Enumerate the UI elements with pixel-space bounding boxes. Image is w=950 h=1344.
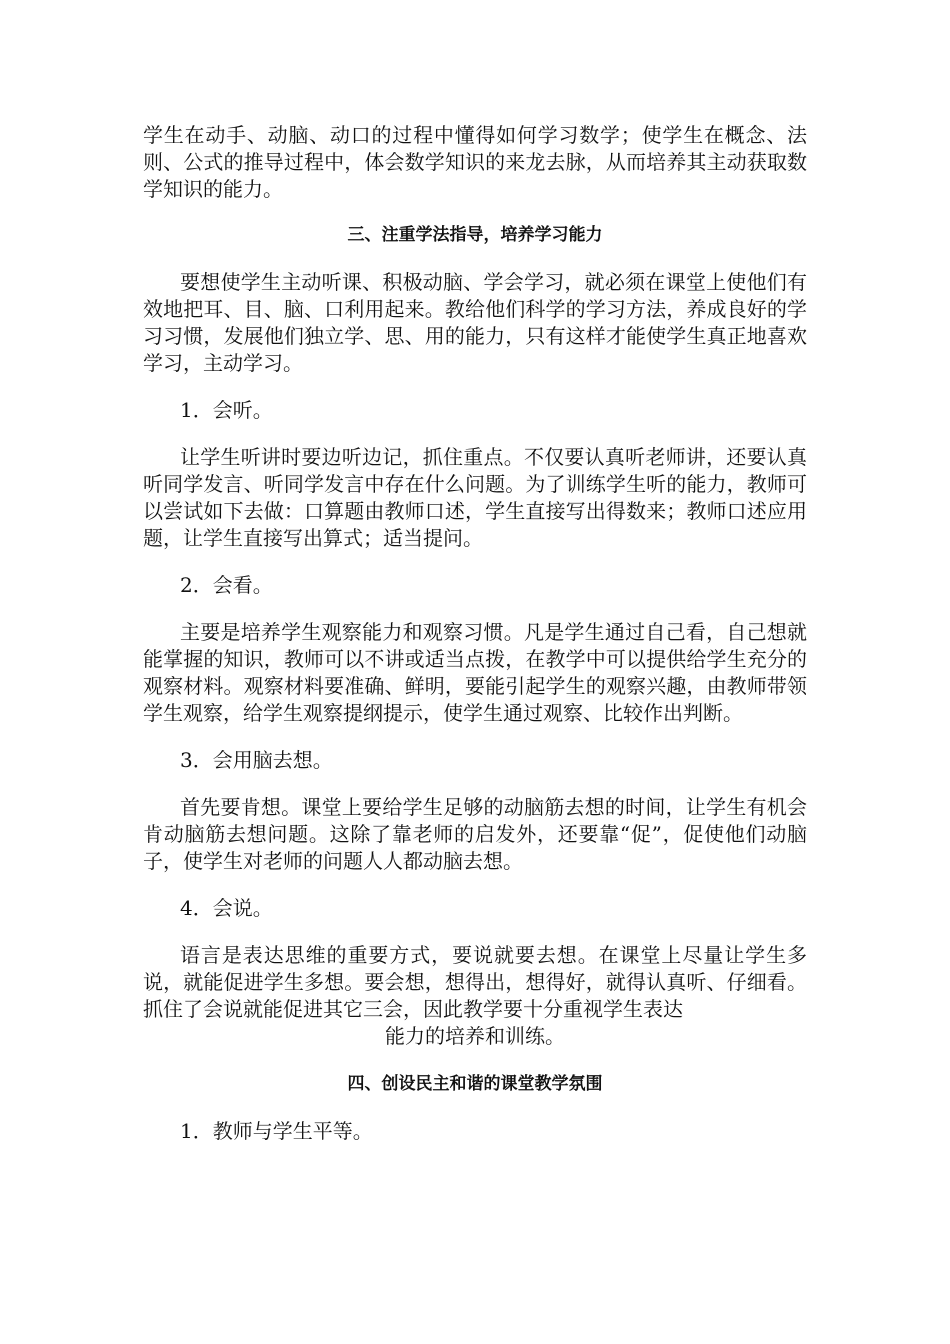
section-heading-3: 三、注重学法指导，培养学习能力 bbox=[347, 225, 603, 245]
paragraph-speak bbox=[143, 942, 807, 1050]
document-body bbox=[143, 122, 807, 1165]
paragraph-look: 主要是培养学生观察能力和观察习惯。凡是学生通过自己看，自己想就能掌握的知识，教师可以不讲或适当点拨，在教学中可以提供给学生充分的观察材料。观察材料要准确、鲜明，要能引起学生的观察兴趣，由教师带领学生观察，给学生观察提纲提示，使学生通过观察、比较作出判断。 bbox=[143, 620, 807, 725]
list-item-equality: 1．教师与学生平等。 bbox=[180, 1119, 373, 1143]
section-heading-4: 四、创设民主和谐的课堂教学氛围 bbox=[347, 1074, 603, 1094]
list-item-speak: 4．会说。 bbox=[180, 896, 273, 920]
list-item-think: 3．会用脑去想。 bbox=[180, 748, 333, 772]
paragraph-speak-tail: 能力的培养和训练。 bbox=[385, 1024, 565, 1048]
paragraph-learning-methods: 要想使学生主动听课、积极动脑、学会学习，就必须在课堂上使他们有效地把耳、目、脑、口利用起来。教给他们科学的学习方法，养成良好的学习习惯，发展他们独立学、思、用的能力，只有这样才能使学生真正地喜欢学习，主动学习。 bbox=[143, 270, 807, 375]
list-item-listen: 1．会听。 bbox=[180, 398, 273, 422]
paragraph-continuation: 学生在动手、动脑、动口的过程中懂得如何学习数学；使学生在概念、法则、公式的推导过程中，体会数学知识的来龙去脉，从而培养其主动获取数学知识的能力。 bbox=[143, 123, 807, 201]
paragraph-think: 首先要肯想。课堂上要给学生足够的动脑筋去想的时间，让学生有机会肯动脑筋去想问题。这除了靠老师的启发外，还要靠“促”，促使他们动脑子，使学生对老师的问题人人都动脑去想。 bbox=[143, 795, 807, 873]
paragraph-speak-main: 语言是表达思维的重要方式，要说就要去想。在课堂上尽量让学生多说，就能促进学生多想。要会想，想得出，想得好，就得认真听、仔细看。抓住了会说就能促进其它三会，因此教学要十分重视学生表达 bbox=[143, 943, 807, 1021]
list-item-look: 2．会看。 bbox=[180, 573, 273, 597]
paragraph-listen: 让学生听讲时要边听边记，抓住重点。不仅要认真听老师讲，还要认真听同学发言、听同学发言中存在什么问题。为了训练学生听的能力，教师可以尝试如下去做：口算题由教师口述，学生直接写出得数来；教师口述应用题，让学生直接写出算式；适当提问。 bbox=[143, 445, 807, 550]
